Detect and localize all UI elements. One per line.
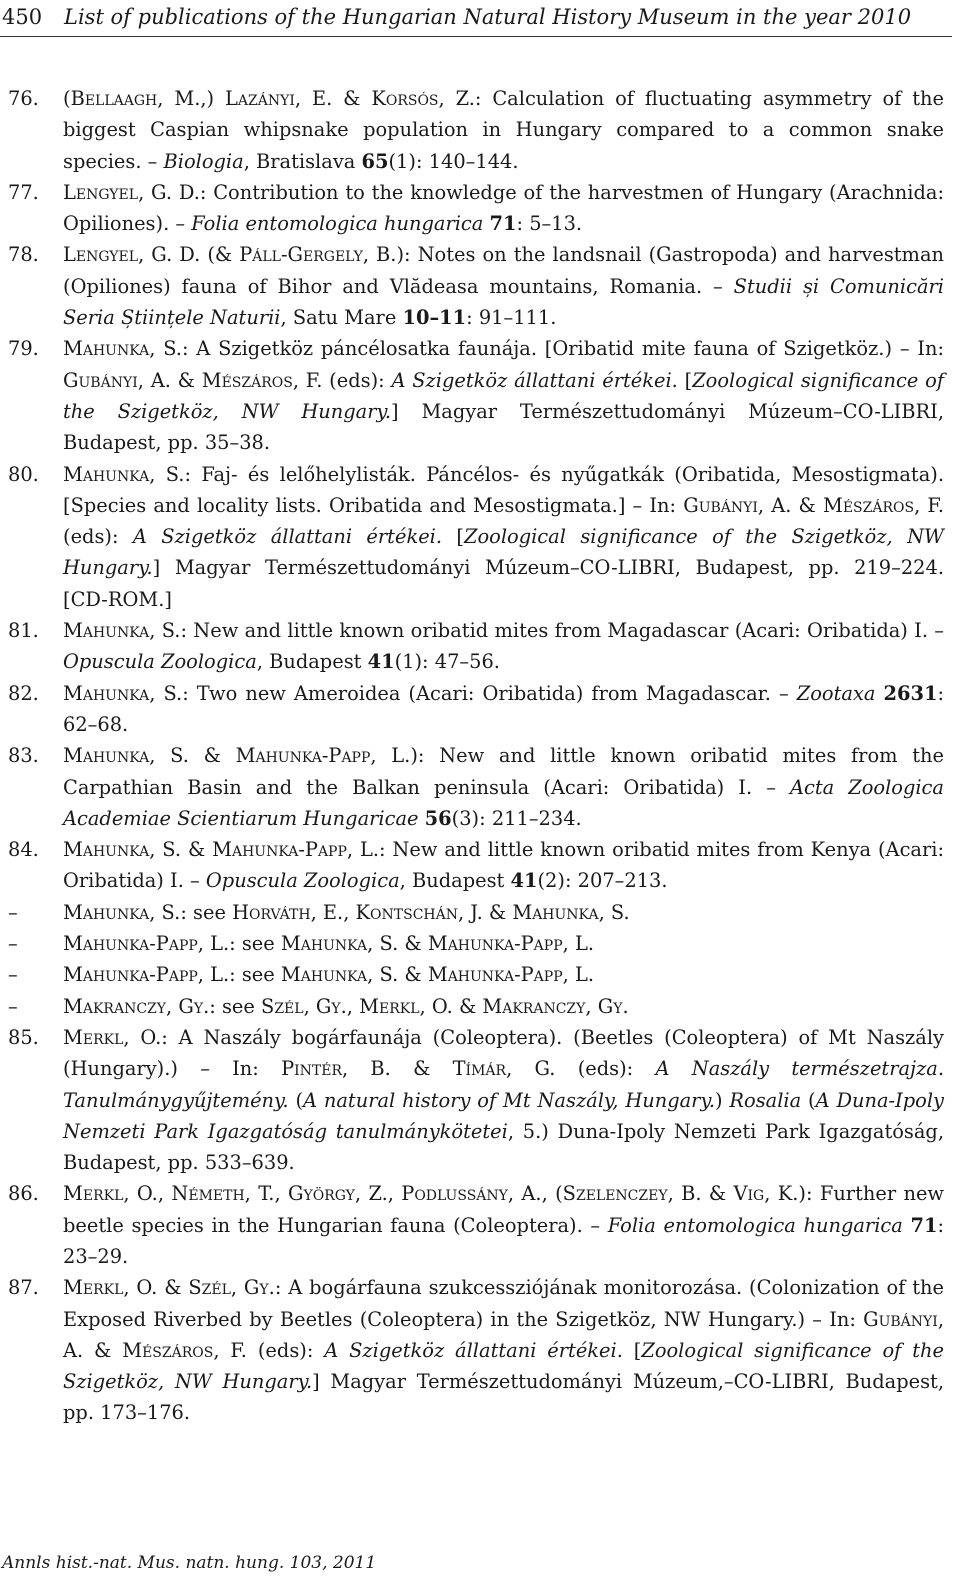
citation-segment: , L. <box>562 932 594 956</box>
citation-segment: [ <box>442 525 464 549</box>
citation-segment: , S.: see H <box>149 900 249 924</box>
citation-segment: , B.): Notes on the landsnail (Gastropoda) and harvestman (Opiliones) fauna of Bihor and Vlădeasa mountains, Romania. – <box>63 243 944 298</box>
citation-segment: , M.,) L <box>157 87 238 110</box>
citation-segment: Studii și Comunicări Seria Științele Naturii <box>63 274 944 330</box>
citation-segment: app <box>168 932 198 956</box>
citation-segment: ahunka <box>532 900 599 924</box>
entry-number: 82. <box>8 681 39 705</box>
entry-number: 79. <box>8 337 39 361</box>
citation-segment: Biologia <box>163 149 244 173</box>
publication-entry <box>8 991 944 1022</box>
citation-segment: , A. & M <box>757 493 843 517</box>
citation-segment: Zoological significance of the Szigetköz, NW Hungary. <box>63 525 944 580</box>
citation-segment: 71 <box>910 1213 938 1237</box>
citation-segment: , G. D.: Contribution to the knowledge of the harvestmen of Hungary (Arachnida: Opiliones). – <box>63 180 944 236</box>
publication-list <box>8 83 944 1429</box>
citation-segment: Zoological significance of the Szigetköz, NW Hungary. <box>63 368 945 423</box>
citation-segment: Folia entomologica hungarica <box>607 1213 903 1237</box>
citation-segment: ., M <box>340 994 379 1018</box>
citation-segment: , L.): New and little known oribatid mites from the Carpathian Basin and the Balkan peninsula (Acari: Oribatida) I. – <box>63 744 944 799</box>
publication-entry <box>8 615 944 678</box>
citation-segment: -P <box>149 932 169 956</box>
citation-segment: ahunka <box>82 963 150 987</box>
citation-segment: , F. (eds): <box>63 493 944 549</box>
citation-segment: zelenczey <box>575 1182 668 1206</box>
entry-citation <box>63 897 944 928</box>
citation-segment: ahunka <box>300 932 368 956</box>
citation-segment: Rosalia <box>729 1088 802 1112</box>
citation-segment: ] Magyar Természettudományi Múzeum–CO-LIBRI, Budapest, pp. 219–224. [CD-ROM.] <box>63 556 944 611</box>
citation-segment: , L. <box>562 963 594 987</box>
citation-segment: Acta Zoologica Academiae Scientiarum Hungaricae <box>63 775 944 830</box>
publication-entry <box>8 83 944 177</box>
citation-segment: 10–11 <box>402 306 467 330</box>
citation-segment: L <box>63 243 76 267</box>
header-rule <box>0 36 952 37</box>
citation-segment: , E., K <box>310 900 371 924</box>
citation-segment: y <box>331 994 341 1018</box>
citation-segment: Zootaxa <box>796 681 876 705</box>
citation-segment: M <box>63 994 83 1018</box>
entry-citation <box>63 740 944 834</box>
citation-segment: , 5.) Duna-Ipoly Nemzeti Park Igazgatóság, Budapest, pp. 533–639. <box>63 1119 944 1175</box>
entry-citation <box>63 928 944 959</box>
citation-segment: zél <box>201 1276 231 1300</box>
entry-number: 86. <box>8 1182 39 1206</box>
citation-segment: , A. & M <box>137 368 222 392</box>
citation-segment: ímár <box>465 1057 507 1081</box>
citation-segment: , S.: Faj- és lelőhelylisták. Páncélos- és nyűgatkák (Oribatida, Mesostigmata). [Species and locality lists. Oribatida and Mesostigmata.] – In: G <box>63 462 944 517</box>
citation-segment: ) <box>715 1088 730 1112</box>
publication-entry <box>8 1272 944 1428</box>
citation-segment: .: A bogárfauna szukcessziójának monitorozása. (Colonization of the Exposed Riverbed by Beetles (Coleoptera) in the Szigetköz, NW Hungary.) – In: G <box>63 1276 944 1331</box>
citation-segment: ahunka <box>82 838 150 862</box>
citation-segment: M <box>63 963 83 987</box>
citation-segment: erkl <box>82 1276 124 1300</box>
citation-segment: ergely <box>303 243 363 267</box>
citation-segment: M <box>63 337 83 361</box>
citation-segment: -P <box>321 744 342 768</box>
entry-citation <box>63 1022 944 1178</box>
citation-segment: erkl <box>379 994 420 1018</box>
citation-segment: app <box>317 838 347 862</box>
entry-number: 84. <box>8 838 39 862</box>
citation-segment: M <box>63 681 83 705</box>
citation-segment: , O. & M <box>419 994 503 1018</box>
citation-segment: észáros <box>842 493 915 517</box>
citation-segment: .: see S <box>203 994 275 1018</box>
citation-segment: , F. (eds): <box>213 1338 325 1362</box>
citation-segment: -P <box>514 963 534 987</box>
publication-entry <box>8 177 944 240</box>
citation-segment: , J. & M <box>457 900 533 924</box>
citation-segment: ahunka <box>82 900 150 924</box>
citation-segment: M <box>63 838 83 862</box>
citation-segment: M <box>63 619 83 643</box>
citation-segment: ahunka <box>447 932 515 956</box>
entry-citation <box>63 678 944 741</box>
citation-segment: , T., G <box>244 1182 304 1206</box>
citation-segment: , S. & M <box>149 838 232 862</box>
citation-segment: erkl <box>82 1182 124 1206</box>
citation-segment: M <box>63 744 83 768</box>
citation-segment: Folia entomologica hungarica <box>191 212 484 236</box>
citation-segment: M <box>63 900 83 924</box>
publication-entry <box>8 897 944 928</box>
citation-segment: ubányi <box>878 1307 938 1331</box>
citation-segment: : 23–29. <box>63 1213 945 1268</box>
citation-segment: ] Magyar Természettudományi Múzeum,–CO-LIBRI, Budapest, pp. 173–176. <box>63 1370 944 1425</box>
citation-segment: orsós <box>385 87 439 110</box>
citation-segment: , A. & M <box>63 1307 944 1362</box>
citation-segment: 65 <box>361 149 389 173</box>
citation-segment: ahunka <box>82 337 150 361</box>
citation-segment: , Budapest <box>399 869 511 893</box>
citation-segment: L <box>63 180 76 204</box>
publication-entry <box>8 459 944 615</box>
publication-entry <box>8 740 944 834</box>
citation-segment: intér <box>294 1057 343 1081</box>
publication-entry <box>8 239 944 333</box>
entry-citation <box>63 83 944 177</box>
entry-number: 87. <box>8 1276 39 1300</box>
entry-citation <box>63 834 944 897</box>
publication-entry <box>8 678 944 741</box>
entry-citation <box>63 239 944 333</box>
citation-segment: észáros <box>221 368 293 392</box>
publication-entry <box>8 1178 944 1272</box>
citation-segment: 41 <box>367 650 395 674</box>
publication-entry <box>8 333 944 458</box>
citation-segment: A Szigetköz állattani értékei. <box>391 368 678 392</box>
entry-citation <box>63 177 944 240</box>
citation-segment: ig <box>747 1182 765 1206</box>
citation-segment: azányi <box>237 87 295 110</box>
running-header <box>0 2 960 38</box>
citation-segment: , O., N <box>123 1182 189 1206</box>
citation-segment: , A., (S <box>507 1182 576 1206</box>
citation-segment: : 62–68. <box>63 681 944 736</box>
citation-segment: áll <box>252 243 281 267</box>
citation-segment: -G <box>280 243 304 267</box>
citation-segment: y <box>613 994 623 1018</box>
citation-segment: ahunka <box>255 744 322 768</box>
citation-segment: , S.: Two new Ameroidea (Acari: Oribatida) from Magadascar. – <box>149 681 797 705</box>
citation-segment: , G <box>230 1276 260 1300</box>
citation-segment: [ <box>622 1338 642 1362</box>
citation-segment: , S. & M <box>367 963 448 987</box>
citation-segment: ahunka <box>82 744 150 768</box>
citation-segment: , S. <box>598 900 630 924</box>
publication-entry <box>8 834 944 897</box>
citation-segment: , B. & T <box>342 1057 466 1081</box>
citation-segment: , B. & V <box>667 1182 748 1206</box>
citation-segment: , L.: New and little known oribatid mites from Kenya (Acari: Oribatida) I. – <box>63 838 944 893</box>
citation-segment: ] Magyar Természettudományi Múzeum–CO-LIBRI, Budapest, pp. 35–38. <box>63 399 944 455</box>
citation-segment: y <box>193 994 204 1018</box>
entry-number: 85. <box>8 1025 39 1049</box>
citation-segment: . <box>622 994 629 1018</box>
citation-segment: M <box>63 1276 83 1300</box>
citation-segment: M <box>63 932 83 956</box>
citation-segment: , G <box>303 994 332 1018</box>
entry-number: – <box>8 994 18 1018</box>
citation-segment: -P <box>298 838 318 862</box>
entry-citation <box>63 1272 944 1428</box>
citation-segment: ellaagh <box>84 87 158 110</box>
citation-segment: , Budapest <box>256 650 368 674</box>
entry-number: – <box>8 932 18 956</box>
citation-segment: 71 <box>489 212 517 236</box>
citation-segment: M <box>63 1182 83 1206</box>
publication-entry <box>8 928 944 959</box>
citation-segment: M <box>63 462 83 486</box>
citation-segment: orváth <box>249 900 311 924</box>
citation-segment: -P <box>149 963 169 987</box>
citation-segment: , Z.: Calculation of fluctuating asymmetry of the biggest Caspian whipsnake population in Hungary compared to a common snake species. – <box>63 87 944 173</box>
citation-segment: émeth <box>188 1182 245 1206</box>
citation-segment: , S. & M <box>367 932 448 956</box>
citation-segment: 2631 <box>883 681 938 705</box>
citation-segment: , F. (eds): <box>292 368 392 392</box>
citation-segment: (3): 211–234. <box>451 806 582 830</box>
citation-segment: , E. & K <box>294 87 386 110</box>
citation-segment: app <box>341 744 371 768</box>
journal-footer: Annls hist.-nat. Mus. natn. hung. 103, 2011 <box>2 1553 377 1573</box>
citation-segment: , Satu Mare <box>280 306 403 330</box>
citation-segment: akranczy <box>82 994 167 1018</box>
publication-entry <box>8 1022 944 1178</box>
citation-segment: A natural history of Mt Naszály, Hungary. <box>303 1088 715 1112</box>
citation-segment: ubányi <box>698 493 758 517</box>
entry-number: 77. <box>8 180 39 204</box>
page-number: 450 <box>2 5 43 29</box>
citation-segment: ahunka <box>300 963 368 987</box>
citation-segment: , G <box>166 994 194 1018</box>
citation-segment: A Szigetköz állattani értékei. <box>132 525 443 549</box>
citation-segment: M <box>63 1025 83 1049</box>
publication-entry <box>8 959 944 990</box>
citation-segment: Opuscula Zoologica <box>205 869 400 893</box>
citation-segment: A Duna-Ipoly Nemzeti Park Igazgatóság tanulmánykötetei <box>63 1088 944 1143</box>
citation-segment: , Z., P <box>354 1182 415 1206</box>
citation-segment: app <box>168 963 198 987</box>
citation-segment: A Szigetköz állattani értékei. <box>324 1338 623 1362</box>
citation-segment: 56 <box>424 806 452 830</box>
citation-segment: észáros <box>142 1338 214 1362</box>
entry-citation <box>63 333 944 458</box>
citation-segment: , S.: New and little known oribatid mites from Magadascar (Acari: Oribatida) I. – <box>149 619 944 643</box>
citation-segment: (B <box>63 87 85 110</box>
citation-segment: , G. D. (& P <box>138 243 253 267</box>
citation-segment: ahunka <box>82 619 150 643</box>
citation-segment: (2): 207–213. <box>537 869 668 893</box>
citation-segment: : 91–111. <box>466 306 557 330</box>
citation-segment: ( <box>801 1088 816 1112</box>
entry-citation <box>63 991 944 1022</box>
citation-segment: yörgy <box>303 1182 355 1206</box>
citation-segment: ahunka <box>447 963 515 987</box>
citation-segment: , G <box>585 994 614 1018</box>
citation-segment: engyel <box>75 180 139 204</box>
citation-segment: A Naszály természetrajza. Tanulmánygyűjtemény. <box>63 1057 945 1112</box>
citation-segment: ahunka <box>231 838 299 862</box>
entry-number: 78. <box>8 243 39 267</box>
citation-segment: zél <box>274 994 304 1018</box>
citation-segment: odlussány <box>414 1182 508 1206</box>
entry-number: – <box>8 900 18 924</box>
entry-number: 80. <box>8 462 39 486</box>
citation-segment: , K.): Further new beetle species in the Hungarian fauna (Coleoptera). – <box>63 1182 945 1237</box>
entry-citation <box>63 959 944 990</box>
citation-segment: , L.: see M <box>197 932 301 956</box>
citation-segment: , L.: see M <box>197 963 301 987</box>
entry-number: – <box>8 963 18 987</box>
citation-segment: , Bratislava <box>243 149 362 173</box>
citation-segment: : 5–13. <box>516 212 583 236</box>
entry-number: 81. <box>8 619 39 643</box>
citation-segment: ahunka <box>82 681 150 705</box>
citation-segment: engyel <box>75 243 139 267</box>
citation-segment: ( <box>288 1088 304 1112</box>
citation-segment: (1): 47–56. <box>394 650 500 674</box>
citation-segment: , O.: A Naszály bogárfaunája (Coleoptera). (Beetles (Coleoptera) of Mt Naszály (Hungary).) – In: P <box>63 1025 944 1081</box>
citation-segment: , O. & S <box>123 1276 202 1300</box>
running-title: List of publications of the Hungarian Natural History Museum in the year 2010 <box>64 5 912 29</box>
citation-segment: erkl <box>82 1025 124 1049</box>
citation-segment: y <box>259 1276 269 1300</box>
citation-segment: , G. (eds): <box>506 1057 656 1081</box>
citation-segment: (1): 140–144. <box>388 149 519 173</box>
citation-segment: akranczy <box>502 994 586 1018</box>
citation-segment: Zoological significance of the Szigetköz, NW Hungary. <box>63 1338 944 1394</box>
entry-number: 83. <box>8 744 39 768</box>
citation-segment: ontschán <box>370 900 458 924</box>
citation-segment: ahunka <box>82 462 150 486</box>
citation-segment: app <box>533 932 563 956</box>
citation-segment: app <box>533 963 563 987</box>
citation-segment: ubányi <box>78 368 138 392</box>
citation-segment: ahunka <box>82 932 150 956</box>
entry-number: 76. <box>8 87 39 110</box>
entry-citation <box>63 459 944 615</box>
citation-segment: , S. & M <box>149 744 256 768</box>
entry-citation <box>63 615 944 678</box>
citation-segment: 41 <box>510 869 538 893</box>
citation-segment: [ <box>677 368 693 392</box>
entry-citation <box>63 1178 944 1272</box>
citation-segment: Opuscula Zoologica <box>63 650 257 674</box>
citation-segment: , S.: A Szigetköz páncélosatka faunája. [Oribatid mite fauna of Szigetköz.) – In: G <box>63 337 944 392</box>
citation-segment: -P <box>514 932 534 956</box>
